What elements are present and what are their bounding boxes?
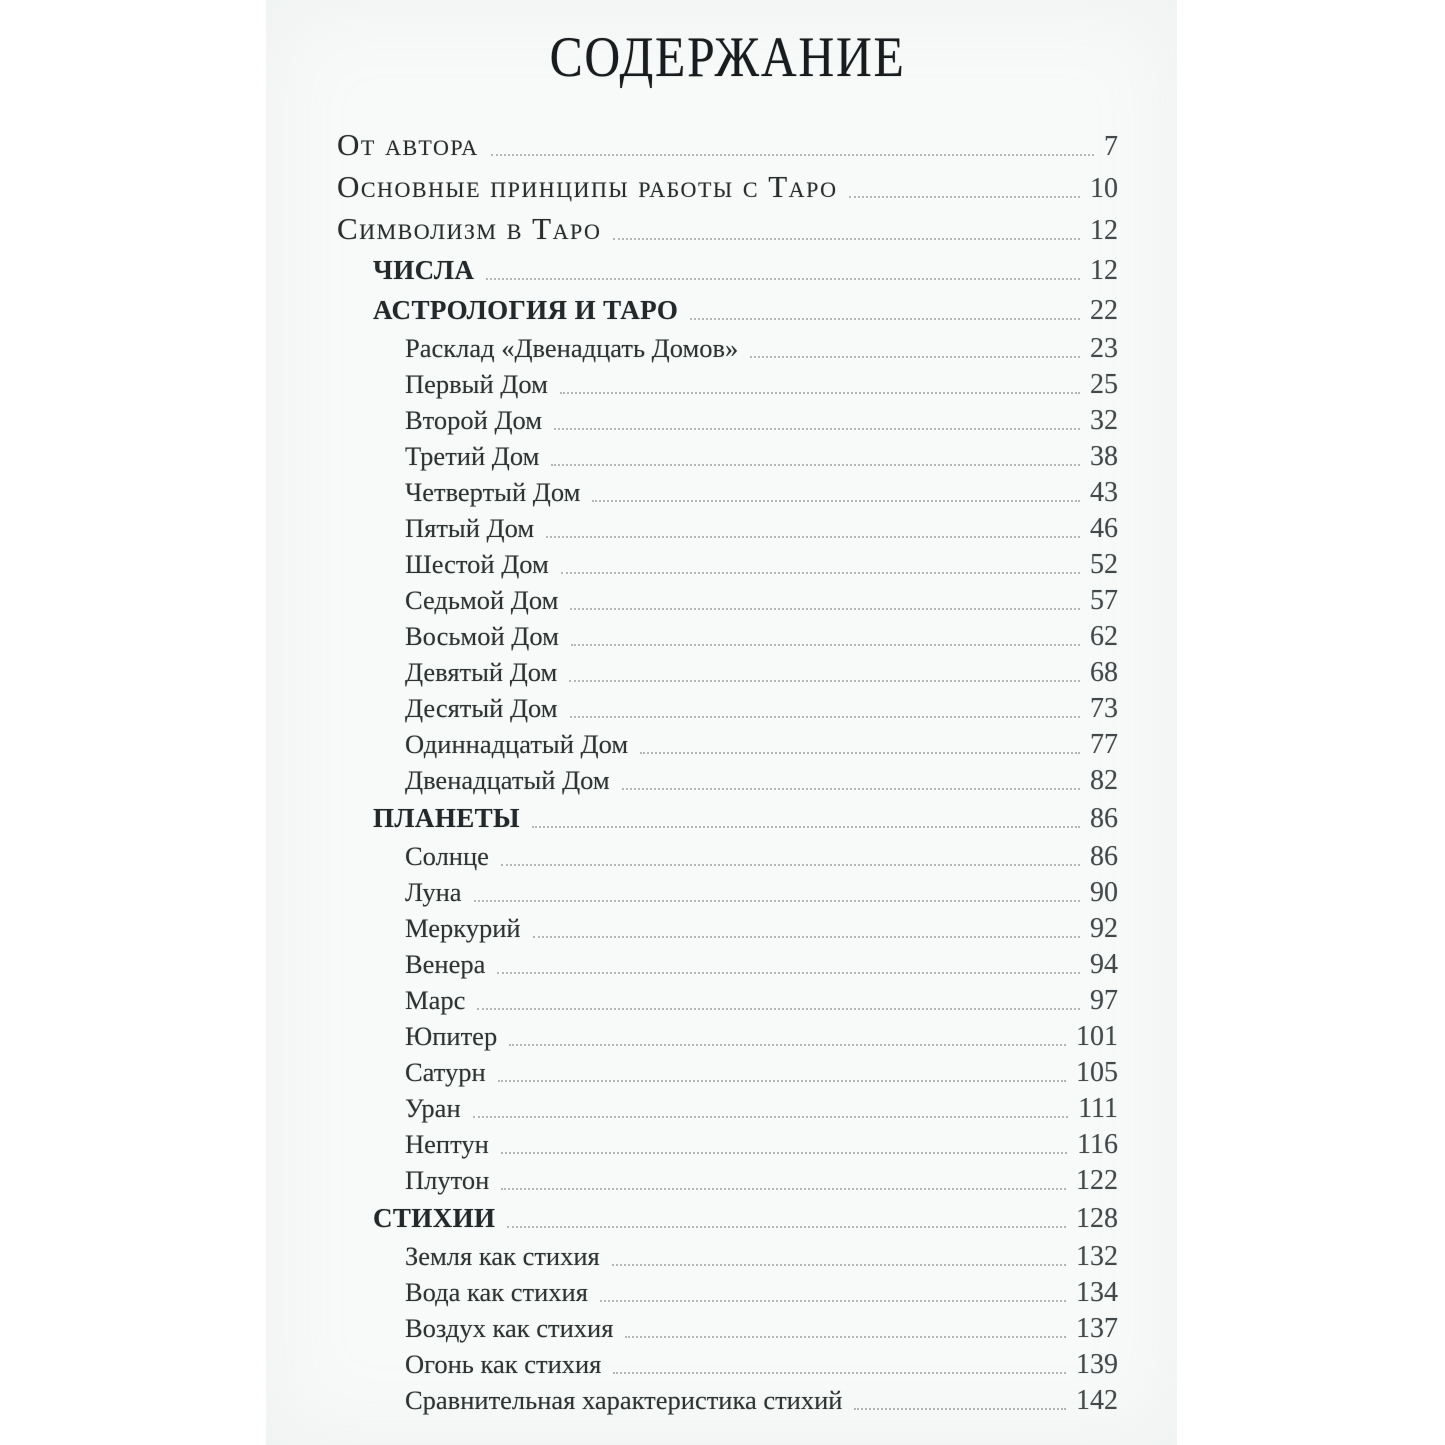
toc-entry-page-number: 101 [1076,1021,1118,1052]
toc-entry-label: Луна [405,877,462,907]
toc-entry-page-number: 97 [1090,985,1118,1016]
toc-entry [337,208,1118,250]
toc-entry-label: Венера [405,949,486,979]
table-of-contents [337,124,1118,1418]
dot-leader [554,425,1080,430]
toc-entry-page-number: 137 [1076,1313,1118,1344]
toc-entry-label: Пятый Дом [405,513,535,543]
toc-entry-page-number: 10 [1090,173,1118,204]
toc-entry-label: Двенадцатый Дом [405,765,610,795]
toc-entry-label: ПЛАНЕТЫ [373,803,520,833]
dot-leader [473,1113,1068,1118]
toc-entry-page-number: 134 [1076,1277,1118,1308]
dot-leader [750,353,1080,358]
toc-entry-page-number: 52 [1090,549,1118,580]
dot-leader [613,235,1080,240]
dot-leader [625,1333,1066,1338]
toc-entry-label: СТИХИИ [373,1203,496,1233]
toc-entry [337,546,1118,582]
dot-leader [491,151,1094,156]
toc-entry-page-number: 22 [1090,295,1118,326]
toc-entry [337,910,1118,946]
toc-entry [337,1274,1118,1310]
dot-leader [532,823,1080,828]
toc-entry [337,402,1118,438]
toc-entry-label: Третий Дом [405,441,540,471]
toc-entry [337,1198,1118,1238]
toc-entry [337,946,1118,982]
toc-entry [337,838,1118,874]
toc-entry-label: Уран [405,1093,461,1123]
toc-entry-label: Воздух как стихия [405,1313,614,1343]
dot-leader [474,897,1080,902]
toc-entry-label: Меркурий [405,913,521,943]
toc-entry-label: Юпитер [405,1021,498,1051]
toc-entry [337,654,1118,690]
toc-entry [337,438,1118,474]
toc-entry-label: Основные принципы работы с Таро [337,169,838,204]
toc-entry-label: Земля как стихия [405,1241,600,1271]
toc-entry-page-number: 86 [1090,841,1118,872]
toc-entry-page-number: 90 [1090,877,1118,908]
toc-entry-label: ЧИСЛА [373,255,475,285]
toc-entry-page-number: 62 [1090,621,1118,652]
toc-entry-page-number: 23 [1090,333,1118,364]
toc-entry [337,250,1118,290]
dot-leader [569,677,1080,682]
dot-leader [612,1261,1066,1266]
dot-leader [571,641,1080,646]
toc-entry-page-number: 32 [1090,405,1118,436]
toc-entry-label: От автора [337,127,479,162]
toc-entry-label: Плутон [405,1165,490,1195]
toc-entry [337,166,1118,208]
toc-entry-page-number: 82 [1090,765,1118,796]
toc-entry [337,290,1118,330]
toc-entry [337,1346,1118,1382]
toc-entry [337,690,1118,726]
toc-entry-label: Шестой Дом [405,549,549,579]
toc-entry-page-number: 139 [1076,1349,1118,1380]
toc-entry [337,474,1118,510]
toc-entry [337,1310,1118,1346]
page-title-wrap [337,26,1118,90]
toc-entry-label: Сравнительная характеристика стихий [405,1385,843,1415]
toc-entry-page-number: 132 [1076,1241,1118,1272]
dot-leader [560,389,1080,394]
toc-entry-label: Десятый Дом [405,693,558,723]
toc-entry-page-number: 12 [1090,215,1118,246]
toc-entry [337,1090,1118,1126]
toc-entry-page-number: 116 [1077,1129,1118,1160]
toc-entry-label: Расклад «Двенадцать Домов» [405,333,739,363]
toc-entry-page-number: 94 [1090,949,1118,980]
toc-entry-label: Марс [405,985,466,1015]
toc-entry-page-number: 12 [1090,255,1118,286]
dot-leader [613,1369,1066,1374]
toc-entry [337,618,1118,654]
toc-entry-label: Огонь как стихия [405,1349,602,1379]
dot-leader [600,1297,1066,1302]
toc-entry [337,1382,1118,1418]
toc-entry-label: Солнце [405,841,489,871]
toc-entry-label: Восьмой Дом [405,621,559,651]
dot-leader [501,1185,1066,1190]
toc-entry-page-number: 128 [1076,1203,1118,1234]
toc-entry-label: Символизм в Таро [337,211,602,246]
toc-entry-page-number: 105 [1076,1057,1118,1088]
toc-entry-label: Сатурн [405,1057,486,1087]
dot-leader [690,315,1080,320]
toc-entry [337,1018,1118,1054]
toc-entry-label: Седьмой Дом [405,585,559,615]
page-title: СОДЕРЖАНИЕ [549,26,906,89]
book-page [266,0,1177,1445]
toc-entry-page-number: 7 [1104,131,1118,162]
toc-entry-page-number: 92 [1090,913,1118,944]
dot-leader [854,1405,1066,1410]
toc-entry-label: Первый Дом [405,369,548,399]
toc-entry-label: Одиннадцатый Дом [405,729,629,759]
toc-entry-label: Второй Дом [405,405,543,435]
dot-leader [497,969,1080,974]
dot-leader [501,1149,1067,1154]
dot-leader [551,461,1080,466]
toc-entry-label: Девятый Дом [405,657,558,687]
dot-leader [570,713,1080,718]
toc-entry-page-number: 122 [1076,1165,1118,1196]
toc-entry-label: Четвертый Дом [405,477,581,507]
toc-entry [337,762,1118,798]
toc-entry [337,510,1118,546]
toc-entry [337,874,1118,910]
toc-entry [337,124,1118,166]
toc-entry-label: Вода как стихия [405,1277,588,1307]
dot-leader [533,933,1080,938]
toc-entry [337,582,1118,618]
page-content [266,0,1177,1418]
toc-entry-page-number: 25 [1090,369,1118,400]
toc-entry [337,330,1118,366]
toc-entry-page-number: 38 [1090,441,1118,472]
toc-entry-page-number: 43 [1090,477,1118,508]
toc-entry-page-number: 46 [1090,513,1118,544]
toc-entry-page-number: 111 [1078,1093,1118,1124]
dot-leader [477,1005,1080,1010]
toc-entry [337,366,1118,402]
toc-entry-label: Нептун [405,1129,489,1159]
dot-leader [501,861,1080,866]
toc-entry [337,1126,1118,1162]
toc-entry-page-number: 77 [1090,729,1118,760]
toc-entry-page-number: 73 [1090,693,1118,724]
toc-entry-page-number: 142 [1076,1385,1118,1416]
toc-entry-page-number: 86 [1090,803,1118,834]
toc-entry [337,1162,1118,1198]
toc-entry-page-number: 68 [1090,657,1118,688]
dot-leader [570,605,1080,610]
toc-entry [337,726,1118,762]
dot-leader [640,749,1080,754]
toc-entry-label: АСТРОЛОГИЯ И ТАРО [373,295,679,325]
toc-entry [337,1238,1118,1274]
dot-leader [849,193,1080,198]
dot-leader [546,533,1080,538]
toc-entry [337,1054,1118,1090]
dot-leader [486,275,1080,280]
toc-entry [337,798,1118,838]
dot-leader [509,1041,1066,1046]
toc-entry-page-number: 57 [1090,585,1118,616]
dot-leader [498,1077,1066,1082]
dot-leader [561,569,1080,574]
toc-entry [337,982,1118,1018]
dot-leader [622,785,1080,790]
dot-leader [592,497,1080,502]
dot-leader [507,1223,1066,1228]
